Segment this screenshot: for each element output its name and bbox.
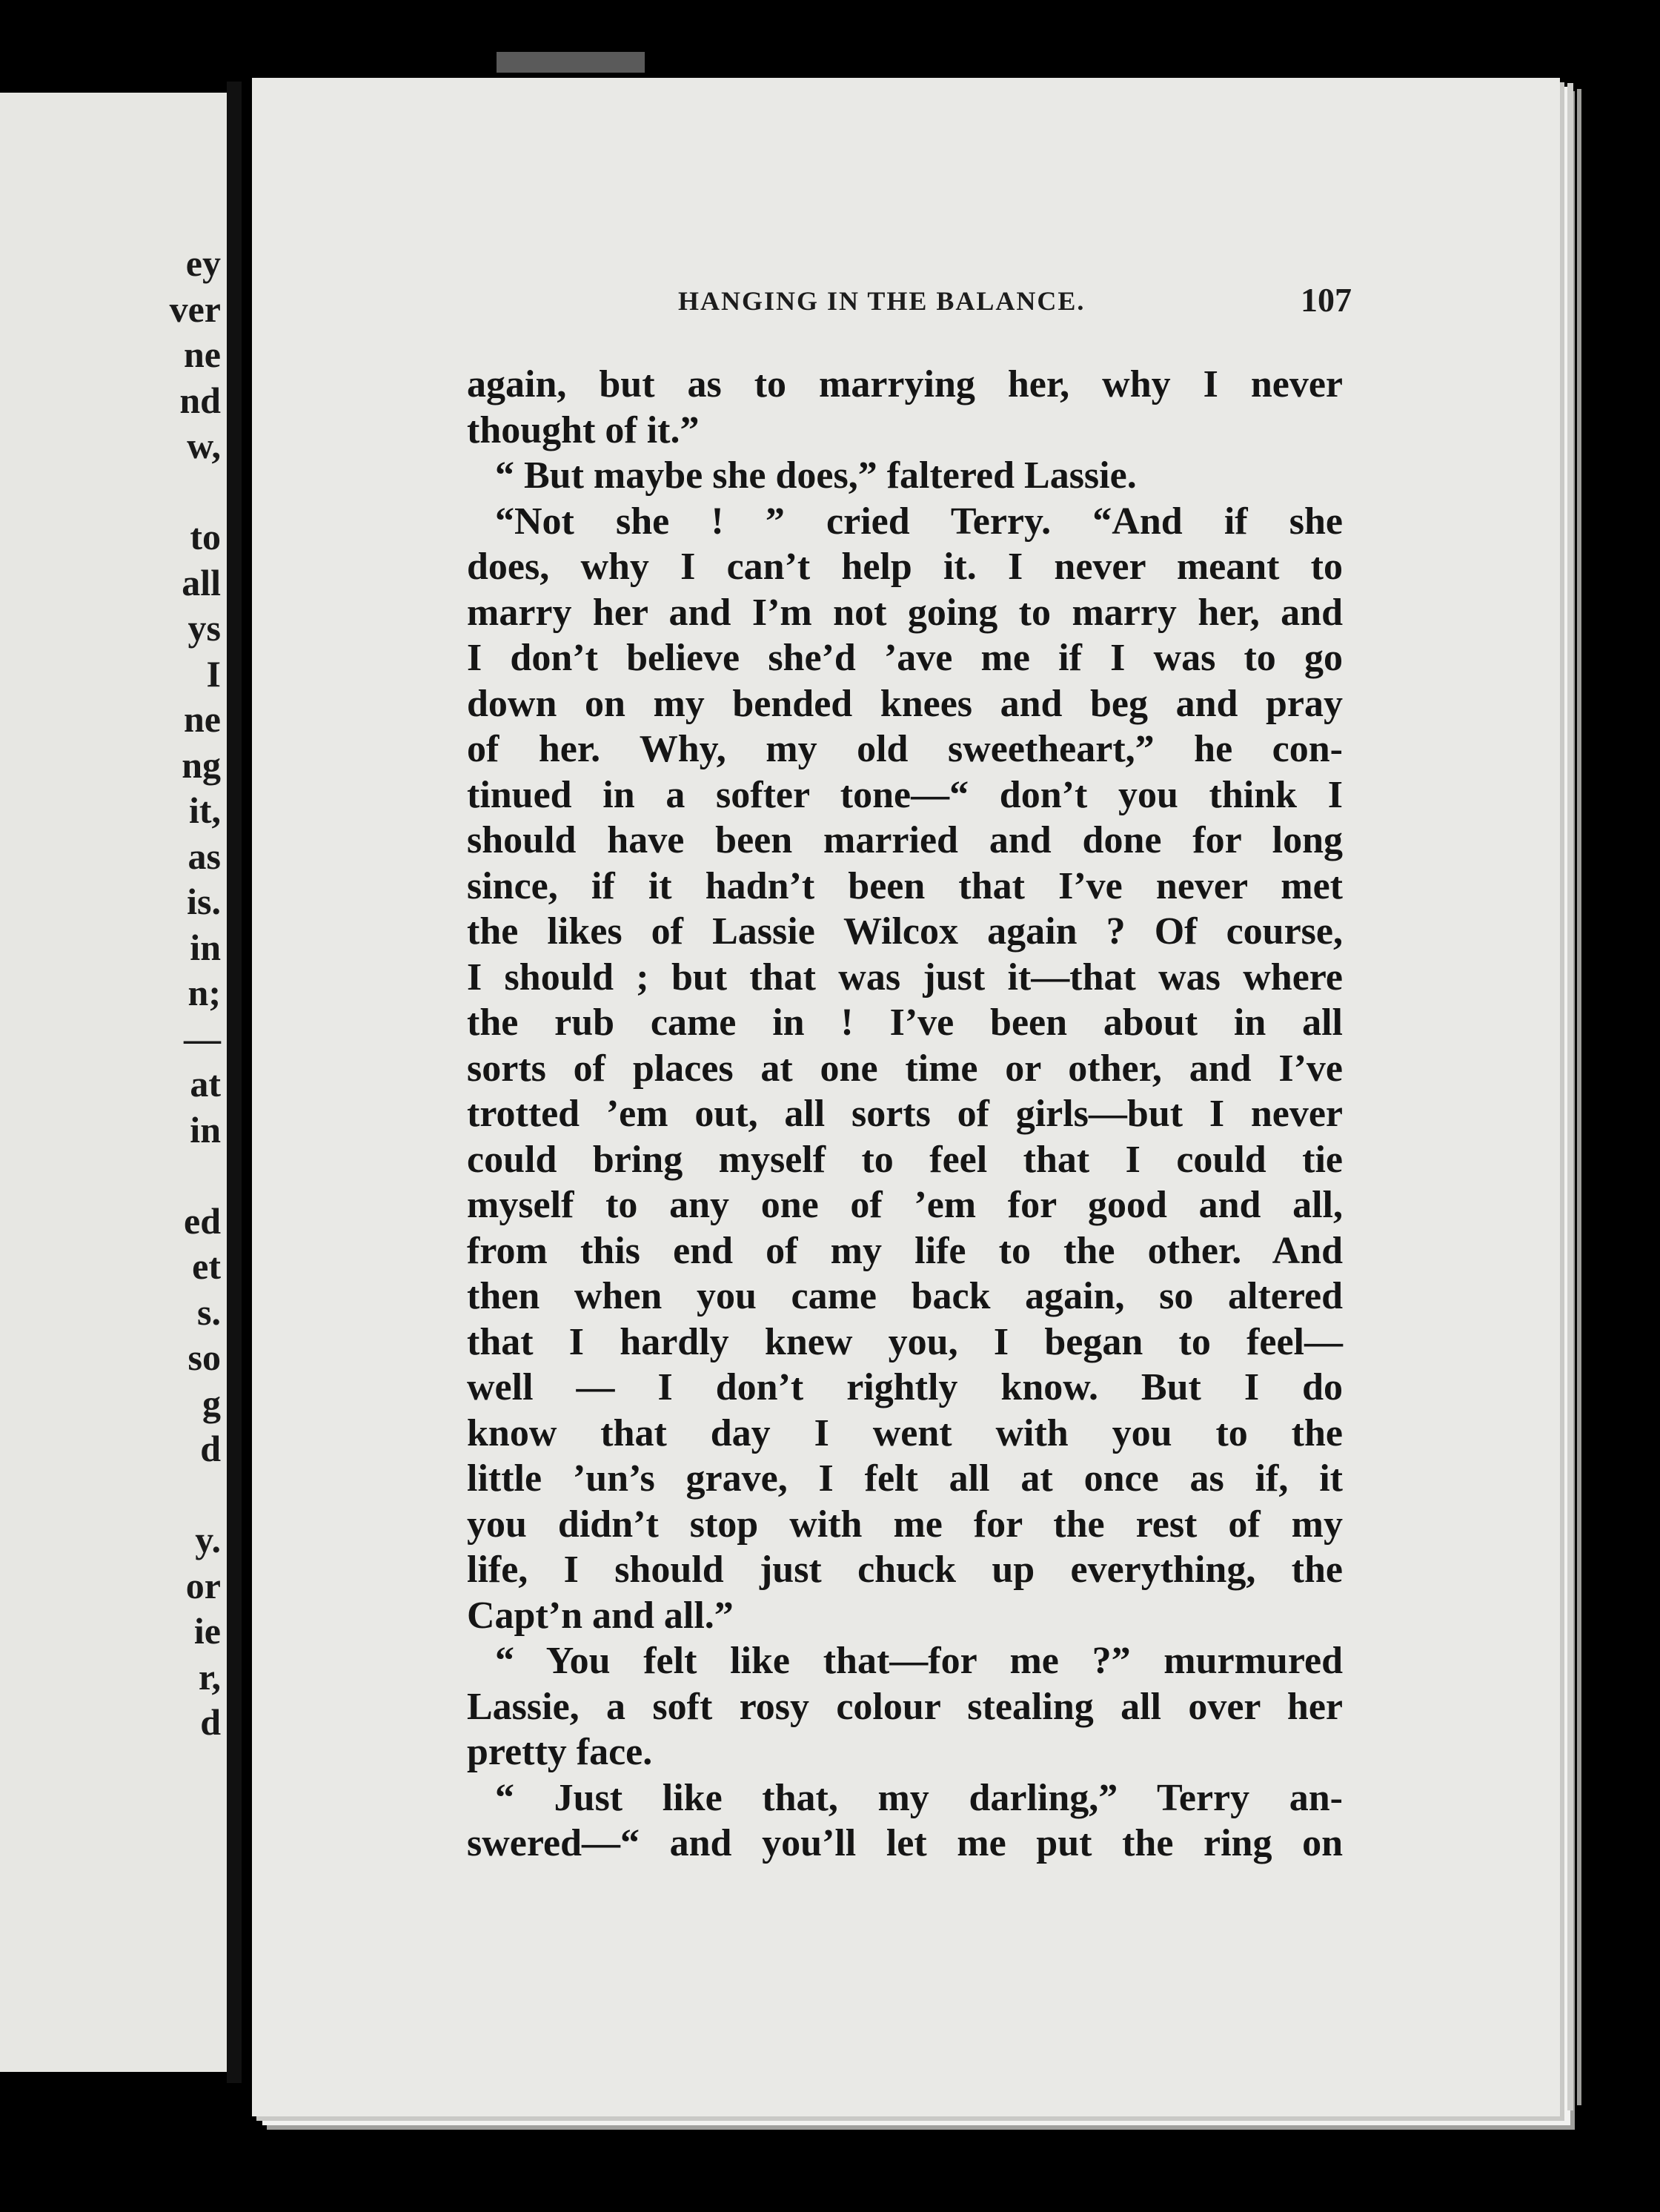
previous-page-fragment: ed — [184, 1199, 221, 1242]
previous-page-fragment: ne — [184, 334, 221, 375]
previous-page-fragment: as — [187, 835, 221, 877]
text-line: little ’un’s grave, I felt all at once as if, it — [467, 1457, 1343, 1500]
text-line: then when you came back again, so altered — [467, 1275, 1343, 1317]
page-gutter — [227, 82, 242, 2083]
text-line: pretty face. — [467, 1731, 653, 1773]
text-line: well — I don’t rightly know. But I do — [467, 1366, 1343, 1408]
previous-page-fragment: ey — [185, 242, 221, 284]
previous-page-fragment: in — [190, 926, 221, 968]
text-line: I should ; but that was just it—that was where — [467, 956, 1343, 999]
text-line: I don’t believe she’d ’ave me if I was to go — [467, 637, 1343, 679]
text-line: does, why I can’t help it. I never meant to — [467, 546, 1343, 588]
previous-page-fragment: is. — [187, 881, 221, 922]
previous-page-fragment: so — [187, 1337, 221, 1378]
text-line: “ But maybe she does,” faltered Lassie. — [495, 454, 1137, 497]
text-line: tinued in a softer tone—“ don’t you think I — [467, 773, 1343, 816]
text-line: of her. Why, my old sweetheart,” he con- — [467, 728, 1343, 770]
previous-page-fragment: ys — [187, 607, 221, 649]
body-text — [467, 362, 1343, 1867]
text-line: again, but as to marrying her, why I never — [467, 363, 1343, 405]
previous-page-fragment: et — [192, 1245, 221, 1287]
text-line: trotted ’em out, all sorts of girls—but I never — [467, 1093, 1343, 1135]
text-line: that I hardly knew you, I began to feel— — [467, 1320, 1343, 1363]
page-edge — [1567, 83, 1573, 2110]
previous-page-fragment: g — [202, 1382, 221, 1424]
text-line: swered—“ and you’ll let me put the ring on — [467, 1822, 1343, 1864]
text-line: down on my bended knees and beg and pray — [467, 682, 1343, 725]
text-line: you didn’t stop with me for the rest of my — [467, 1503, 1343, 1546]
previous-page-fragment: at — [190, 1063, 221, 1105]
previous-page-fragment: ng — [182, 744, 221, 786]
previous-page-fragment: s. — [197, 1291, 221, 1333]
previous-page-fragment: — — [184, 1017, 221, 1059]
previous-page-fragment: n; — [187, 972, 221, 1013]
text-line: marry her and I’m not going to marry her, and — [467, 591, 1343, 634]
text-line: myself to any one of ’em for good and all, — [467, 1184, 1343, 1226]
text-line: thought of it.” — [467, 408, 700, 451]
previous-page-fragment: it, — [188, 789, 221, 831]
text-line: know that day I went with you to the — [467, 1411, 1343, 1454]
text-line: the rub came in ! I’ve been about in all — [467, 1001, 1343, 1044]
text-line: Capt’n and all.” — [467, 1594, 734, 1637]
previous-page-fragment: I — [206, 652, 221, 695]
text-line: sorts of places at one time or other, and I’ve — [467, 1047, 1343, 1090]
running-head: HANGING IN THE BALANCE. — [678, 286, 1086, 316]
page-edge — [1577, 89, 1581, 2105]
previous-page-fragment: d — [200, 1428, 221, 1469]
previous-page-fragment: ie — [193, 1610, 221, 1652]
previous-page-fragment: y. — [195, 1519, 221, 1560]
previous-page — [0, 93, 227, 2072]
text-line: since, if it hadn’t been that I’ve never met — [467, 864, 1343, 907]
text-line: “ Just like that, my darling,” Terry an- — [495, 1776, 1343, 1819]
text-line: “ You felt like that—for me ?” murmured — [495, 1640, 1343, 1682]
text-line: should have been married and done for long — [467, 819, 1343, 861]
text-line: from this end of my life to the other. And — [467, 1229, 1343, 1272]
previous-page-fragment: r, — [198, 1655, 221, 1698]
previous-page-fragment: in — [190, 1108, 221, 1150]
previous-page-fragment: w, — [187, 425, 221, 466]
previous-page-fragment: all — [182, 561, 221, 603]
previous-page-fragment: ver — [169, 288, 221, 330]
text-line: life, I should just chuck up everything, the — [467, 1549, 1343, 1591]
previous-page-fragment: or — [185, 1564, 221, 1606]
previous-page-fragment: d — [200, 1701, 221, 1743]
previous-page-fragment: nd — [179, 379, 221, 421]
previous-page-fragment: ne — [184, 698, 221, 740]
text-line: “Not she ! ” cried Terry. “And if she — [495, 500, 1343, 543]
page-number: 107 — [1301, 281, 1352, 319]
text-line: Lassie, a soft rosy colour stealing all over her — [467, 1685, 1343, 1728]
previous-page-fragment: to — [190, 516, 221, 557]
text-line: the likes of Lassie Wilcox again ? Of course, — [467, 910, 1343, 953]
scan-smudge — [497, 52, 645, 73]
text-line: could bring myself to feel that I could tie — [467, 1138, 1343, 1181]
